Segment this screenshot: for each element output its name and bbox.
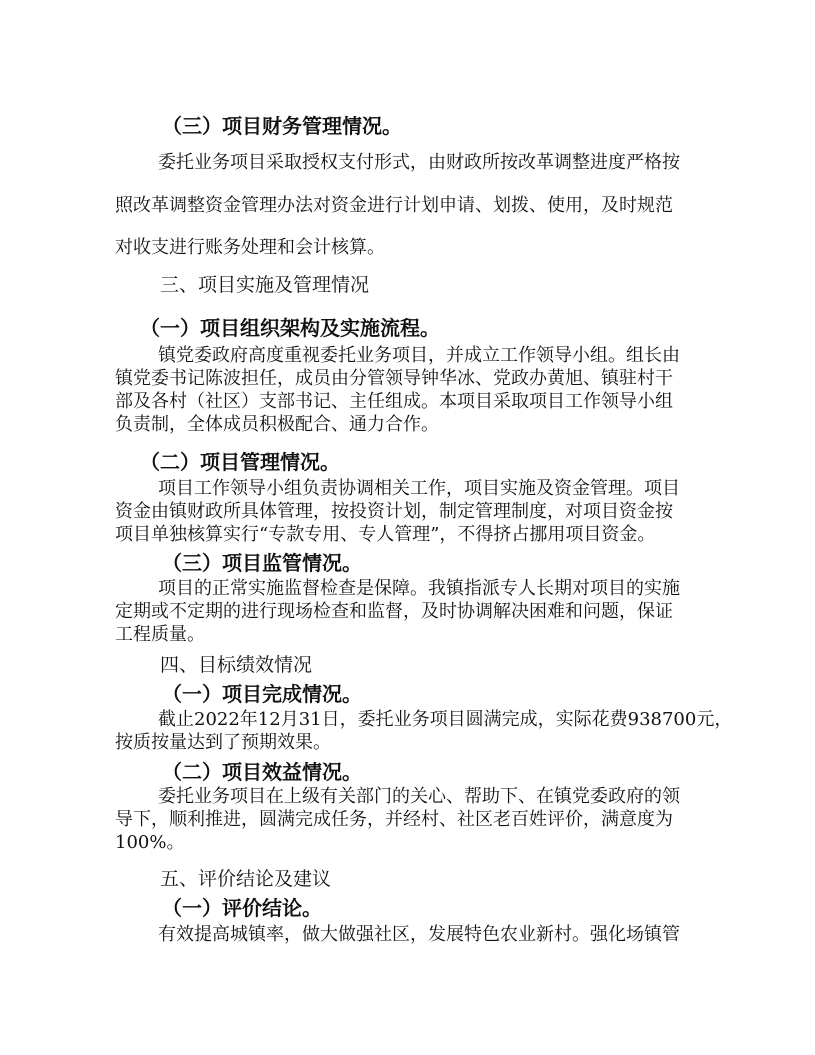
- heading-evaluation-conclusion: （一）评价结论。: [162, 896, 322, 920]
- paragraph-line: 资金由镇财政所具体管理，按投资计划，制定管理制度，对项目资金按: [115, 501, 673, 522]
- paragraph-line: 照改革调整资金管理办法对资金进行计划申请、划拨、使用，及时规范: [115, 195, 673, 216]
- heading-supervision: （三）项目监管情况。: [162, 551, 362, 575]
- paragraph-line: 100%。: [115, 832, 185, 853]
- paragraph-line: 定期或不定期的进行现场检查和监督，及时协调解决困难和问题，保证: [115, 601, 673, 622]
- paragraph-line: 镇党委书记陈波担任，成员由分管领导钟华冰、党政办黄旭、镇驻村干: [115, 368, 673, 389]
- heading-finance-management: （三）项目财务管理情况。: [162, 114, 402, 138]
- paragraph-line: 导下，顺利推进，圆满完成任务，并经村、社区老百姓评价，满意度为: [115, 809, 673, 830]
- paragraph-line: 截止2022年12月31日，委托业务项目圆满完成，实际花费938700元，: [158, 709, 733, 730]
- section-title-conclusion: 五、评价结论及建议: [160, 868, 332, 890]
- heading-completion: （一）项目完成情况。: [162, 682, 362, 706]
- paragraph-line: 有效提高城镇率，做大做强社区，发展特色农业新村。强化场镇管: [158, 924, 680, 945]
- paragraph-line: 镇党委政府高度重视委托业务项目，并成立工作领导小组。组长由: [158, 345, 680, 366]
- heading-benefit: （二）项目效益情况。: [162, 760, 362, 784]
- heading-organization: （一）项目组织架构及实施流程。: [140, 316, 440, 340]
- section-title-implementation: 三、项目实施及管理情况: [160, 274, 370, 296]
- paragraph-line: 委托业务项目在上级有关部门的关心、帮助下、在镇党委政府的领: [158, 786, 680, 807]
- paragraph-line: 对收支进行账务处理和会计核算。: [115, 237, 385, 258]
- paragraph-line: 工程质量。: [115, 624, 205, 645]
- paragraph-line: 委托业务项目采取授权支付形式，由财政所按改革调整进度严格按: [158, 152, 680, 173]
- paragraph-line: 项目单独核算实行“专款专用、专人管理”，不得挤占挪用项目资金。: [115, 524, 656, 545]
- section-title-performance: 四、目标绩效情况: [160, 654, 313, 676]
- paragraph-line: 按质按量达到了预期效果。: [115, 732, 331, 753]
- paragraph-line: 项目工作领导小组负责协调相关工作，项目实施及资金管理。项目: [158, 478, 680, 499]
- paragraph-line: 项目的正常实施监督检查是保障。我镇指派专人长期对项目的实施: [158, 578, 680, 599]
- paragraph-line: 负责制，全体成员积极配合、通力合作。: [115, 414, 439, 435]
- paragraph-line: 部及各村（社区）支部书记、主任组成。本项目采取项目工作领导小组: [115, 391, 673, 412]
- heading-management: （二）项目管理情况。: [140, 450, 340, 474]
